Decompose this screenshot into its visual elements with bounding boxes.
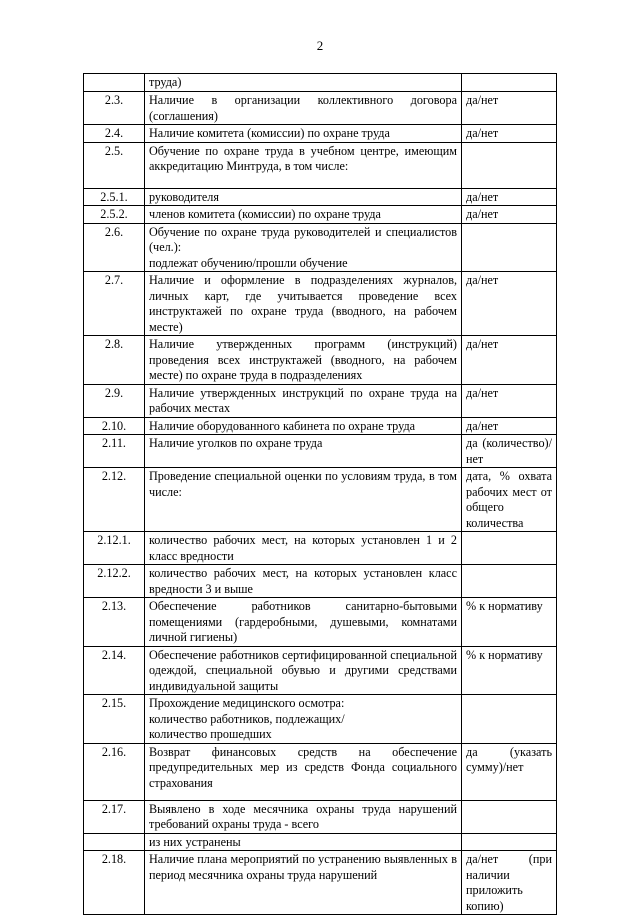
row-text: труда) — [145, 74, 462, 92]
row-text: членов комитета (комиссии) по охране труда — [145, 206, 462, 224]
table-row — [84, 206, 557, 224]
row-value: дата, % охвата рабочих мест от общего количества — [462, 468, 557, 532]
row-text: Обеспечение работников санитарно-бытовыми помещениями (гардеробными, душевыми, комнатами личной гигиены) — [145, 598, 462, 647]
row-text-line: Обучение по охране труда руководителей и специалистов (чел.): — [149, 224, 457, 254]
table-row — [84, 188, 557, 206]
row-text: Наличие комитета (комиссии) по охране труда — [145, 125, 462, 143]
row-value: да/нет — [462, 384, 557, 417]
row-value: да (количество)/нет — [462, 435, 557, 468]
row-text-line: количество работников, подлежащих/ — [149, 711, 345, 726]
table-row — [84, 435, 557, 468]
row-text: Наличие уголков по охране труда — [145, 435, 462, 468]
row-text: Выявлено в ходе месячника охраны труда нарушений требований охраны труда - всего — [145, 800, 462, 833]
row-value: да (указать сумму)/нет — [462, 743, 557, 800]
row-value: да/нет — [462, 206, 557, 224]
row-value: да/нет — [462, 188, 557, 206]
table-row — [84, 800, 557, 833]
table-row — [84, 833, 557, 851]
requirements-table — [83, 73, 557, 915]
row-text — [145, 695, 462, 744]
row-number: 2.11. — [84, 435, 145, 468]
row-number: 2.5.1. — [84, 188, 145, 206]
row-text: количество рабочих мест, на которых установлен 1 и 2 класс вредности — [145, 532, 462, 565]
row-number: 2.16. — [84, 743, 145, 800]
row-number: 2.18. — [84, 851, 145, 915]
row-value — [462, 223, 557, 272]
row-text: количество рабочих мест, на которых установлен класс вредности 3 и выше — [145, 565, 462, 598]
row-number: 2.13. — [84, 598, 145, 647]
row-value: да/нет — [462, 125, 557, 143]
row-number: 2.12. — [84, 468, 145, 532]
row-text: Обеспечение работников сертифицированной специальной одеждой, специальной обувью и другими средствами индивидуальной защиты — [145, 646, 462, 695]
table-row — [84, 223, 557, 272]
row-text: Наличие утвержденных инструкций по охране труда на рабочих местах — [145, 384, 462, 417]
table-row — [84, 598, 557, 647]
row-value — [462, 695, 557, 744]
table-row — [84, 384, 557, 417]
row-number: 2.8. — [84, 336, 145, 385]
row-text-line: количество прошедших — [149, 727, 272, 741]
table-row — [84, 417, 557, 435]
row-text-line: подлежат обучению/прошли обучение — [149, 255, 348, 270]
row-text — [145, 223, 462, 272]
row-number: 2.14. — [84, 646, 145, 695]
row-value: % к нормативу — [462, 646, 557, 695]
table-row — [84, 125, 557, 143]
row-value: да/нет — [462, 272, 557, 336]
table-row — [84, 695, 557, 744]
row-value: да/нет (при наличии приложить копию) — [462, 851, 557, 915]
row-number: 2.17. — [84, 800, 145, 833]
row-text: из них устранены — [145, 833, 462, 851]
table-row — [84, 468, 557, 532]
row-number: 2.7. — [84, 272, 145, 336]
row-text: Наличие и оформление в подразделениях журналов, личных карт, где учитывается проведение всех инструктажей по охране труда (вводного, на рабочем месте) — [145, 272, 462, 336]
row-value — [462, 142, 557, 188]
row-number: 2.5.2. — [84, 206, 145, 224]
row-value: да/нет — [462, 336, 557, 385]
row-value — [462, 532, 557, 565]
table-row — [84, 646, 557, 695]
row-text: Обучение по охране труда в учебном центре, имеющим аккредитацию Минтруда, в том числе: — [145, 142, 462, 188]
row-text: Наличие оборудованного кабинета по охране труда — [145, 417, 462, 435]
row-number: 2.12.2. — [84, 565, 145, 598]
table-row — [84, 142, 557, 188]
row-value — [462, 565, 557, 598]
row-value — [462, 800, 557, 833]
row-text: Возврат финансовых средств на обеспечение предупредительных мер из средств Фонда социального страхования — [145, 743, 462, 800]
table-row — [84, 272, 557, 336]
row-number: 2.12.1. — [84, 532, 145, 565]
table-row — [84, 743, 557, 800]
row-text: руководителя — [145, 188, 462, 206]
row-number — [84, 74, 145, 92]
row-text: Наличие в организации коллективного договора (соглашения) — [145, 92, 462, 125]
row-number — [84, 833, 145, 851]
row-text: Наличие утвержденных программ (инструкций) проведения всех инструктажей (вводного, на рабочем месте) по охране труда в подразделениях — [145, 336, 462, 385]
table-row — [84, 532, 557, 565]
row-value — [462, 833, 557, 851]
row-text: Проведение специальной оценки по условиям труда, в том числе: — [145, 468, 462, 532]
page-number: 2 — [316, 38, 324, 53]
row-number: 2.15. — [84, 695, 145, 744]
table-row — [84, 336, 557, 385]
table-row — [84, 92, 557, 125]
row-text-line: Прохождение медицинского осмотра: — [149, 696, 345, 710]
row-number: 2.9. — [84, 384, 145, 417]
row-value — [462, 74, 557, 92]
row-number: 2.3. — [84, 92, 145, 125]
row-number: 2.4. — [84, 125, 145, 143]
row-value: да/нет — [462, 92, 557, 125]
table-row — [84, 74, 557, 92]
row-value: да/нет — [462, 417, 557, 435]
row-number: 2.10. — [84, 417, 145, 435]
table-row — [84, 565, 557, 598]
row-value: % к нормативу — [462, 598, 557, 647]
row-text: Наличие плана мероприятий по устранению выявленных в период месячника охраны труда нарушений — [145, 851, 462, 915]
row-number: 2.6. — [84, 223, 145, 272]
row-number: 2.5. — [84, 142, 145, 188]
